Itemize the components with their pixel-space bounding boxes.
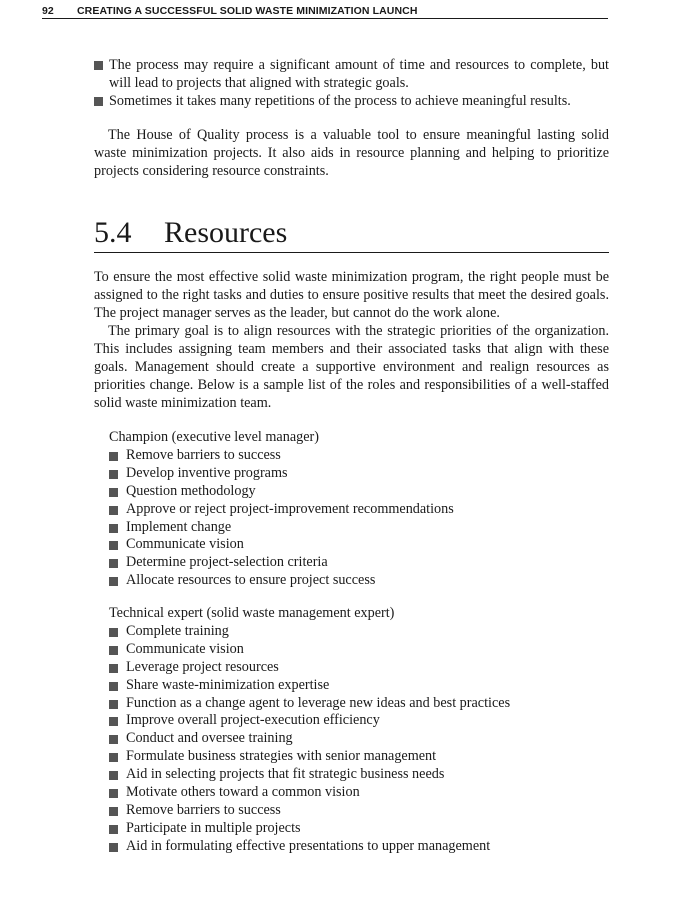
list-item-text: Remove barriers to success — [126, 446, 281, 463]
section-heading — [94, 214, 609, 253]
square-bullet-icon — [109, 664, 118, 673]
square-bullet-icon — [109, 577, 118, 586]
list-item — [109, 784, 609, 802]
list-item-text: Conduct and oversee training — [126, 730, 293, 747]
intro-paragraph: The House of Quality process is a valuable tool to ensure meaningful lasting solid waste minimization projects. It also aids in resource planning and helping to prioritize projects considering resource constraints. — [94, 127, 609, 179]
role-title: Technical expert (solid waste management expert) — [109, 605, 395, 621]
list-item — [109, 641, 609, 659]
list-item — [109, 447, 609, 465]
list-item-text: Remove barriers to success — [126, 801, 281, 818]
intro-block — [94, 56, 609, 110]
list-item — [109, 695, 609, 713]
list-item-text: Share waste-minimization expertise — [126, 676, 330, 693]
list-item — [109, 572, 609, 590]
role-champion — [109, 429, 609, 590]
list-item — [94, 56, 609, 92]
square-bullet-icon — [109, 541, 118, 550]
section-title: Resources — [164, 216, 288, 249]
list-item — [94, 92, 609, 110]
list-item — [109, 748, 609, 766]
role-title: Champion (executive level manager) — [109, 429, 319, 445]
list-item — [109, 730, 609, 748]
square-bullet-icon — [94, 97, 103, 106]
list-item-text: Communicate vision — [126, 536, 244, 553]
square-bullet-icon — [109, 682, 118, 691]
list-item-text: Formulate business strategies with senior management — [126, 748, 437, 765]
list-item — [109, 483, 609, 501]
section-body — [94, 268, 609, 412]
list-item — [109, 519, 609, 537]
square-bullet-icon — [109, 452, 118, 461]
list-item-text: Function as a change agent to leverage new ideas and best practices — [126, 694, 511, 711]
section-paragraph: To ensure the most effective solid waste minimization program, the right people must be assigned to the right tasks and duties to ensure positive results that meet the desired goals. The project manager serves as the leader, but cannot do the work alone. — [94, 269, 609, 321]
list-item-text: Complete training — [126, 622, 229, 639]
list-item-text: Sometimes it takes many repetitions of the process to achieve meaningful results. — [109, 93, 571, 109]
list-item — [109, 554, 609, 572]
list-item-text: Implement change — [126, 518, 232, 535]
list-item — [109, 465, 609, 483]
square-bullet-icon — [109, 646, 118, 655]
list-item — [109, 712, 609, 730]
square-bullet-icon — [109, 506, 118, 515]
square-bullet-icon — [109, 628, 118, 637]
list-item — [109, 677, 609, 695]
intro-paragraph-block — [94, 126, 609, 180]
section-number: 5.4 — [94, 216, 132, 249]
square-bullet-icon — [94, 61, 103, 70]
square-bullet-icon — [109, 700, 118, 709]
list-item — [109, 802, 609, 820]
square-bullet-icon — [109, 789, 118, 798]
square-bullet-icon — [109, 488, 118, 497]
list-item-text: Aid in selecting projects that fit strategic business needs — [126, 766, 445, 783]
list-item-text: Communicate vision — [126, 640, 244, 657]
square-bullet-icon — [109, 825, 118, 834]
list-item-text: Motivate others toward a common vision — [126, 784, 360, 801]
list-item-text: Aid in formulating effective presentations to upper management — [126, 837, 491, 854]
square-bullet-icon — [109, 735, 118, 744]
list-item-text: Improve overall project-execution efficiency — [126, 712, 380, 729]
square-bullet-icon — [109, 843, 118, 852]
square-bullet-icon — [109, 470, 118, 479]
list-item — [109, 820, 609, 838]
list-item — [109, 536, 609, 554]
square-bullet-icon — [109, 559, 118, 568]
running-title: CREATING A SUCCESSFUL SOLID WASTE MINIMIZATION LAUNCH — [77, 5, 418, 17]
section-paragraph: The primary goal is to align resources with the strategic priorities of the organization. This includes assigning team members and their associated tasks that align with these goals. Management should create a supportive environment and realign resources as priorities change. Below is a sample list of the roles and responsibilities of a well-staffed solid waste minimization team. — [94, 323, 609, 411]
list-item-text: Develop inventive programs — [126, 464, 288, 481]
list-item-text: The process may require a significant amount of time and resources to complete, but will lead to projects that aligned with strategic goals. — [109, 57, 609, 91]
list-item — [109, 766, 609, 784]
running-header — [42, 5, 608, 19]
list-item-text: Question methodology — [126, 482, 256, 499]
square-bullet-icon — [109, 753, 118, 762]
list-item — [109, 623, 609, 641]
square-bullet-icon — [109, 717, 118, 726]
square-bullet-icon — [109, 807, 118, 816]
list-item — [109, 501, 609, 519]
list-item-text: Determine project-selection criteria — [126, 554, 328, 571]
page-number: 92 — [42, 5, 54, 17]
role-technical-expert — [109, 605, 609, 856]
list-item-text: Leverage project resources — [126, 658, 279, 675]
list-item — [109, 838, 609, 856]
list-item-text: Approve or reject project-improvement recommendations — [126, 500, 454, 517]
list-item-text: Allocate resources to ensure project success — [126, 572, 376, 589]
square-bullet-icon — [109, 524, 118, 533]
square-bullet-icon — [109, 771, 118, 780]
list-item-text: Participate in multiple projects — [126, 819, 301, 836]
list-item — [109, 659, 609, 677]
